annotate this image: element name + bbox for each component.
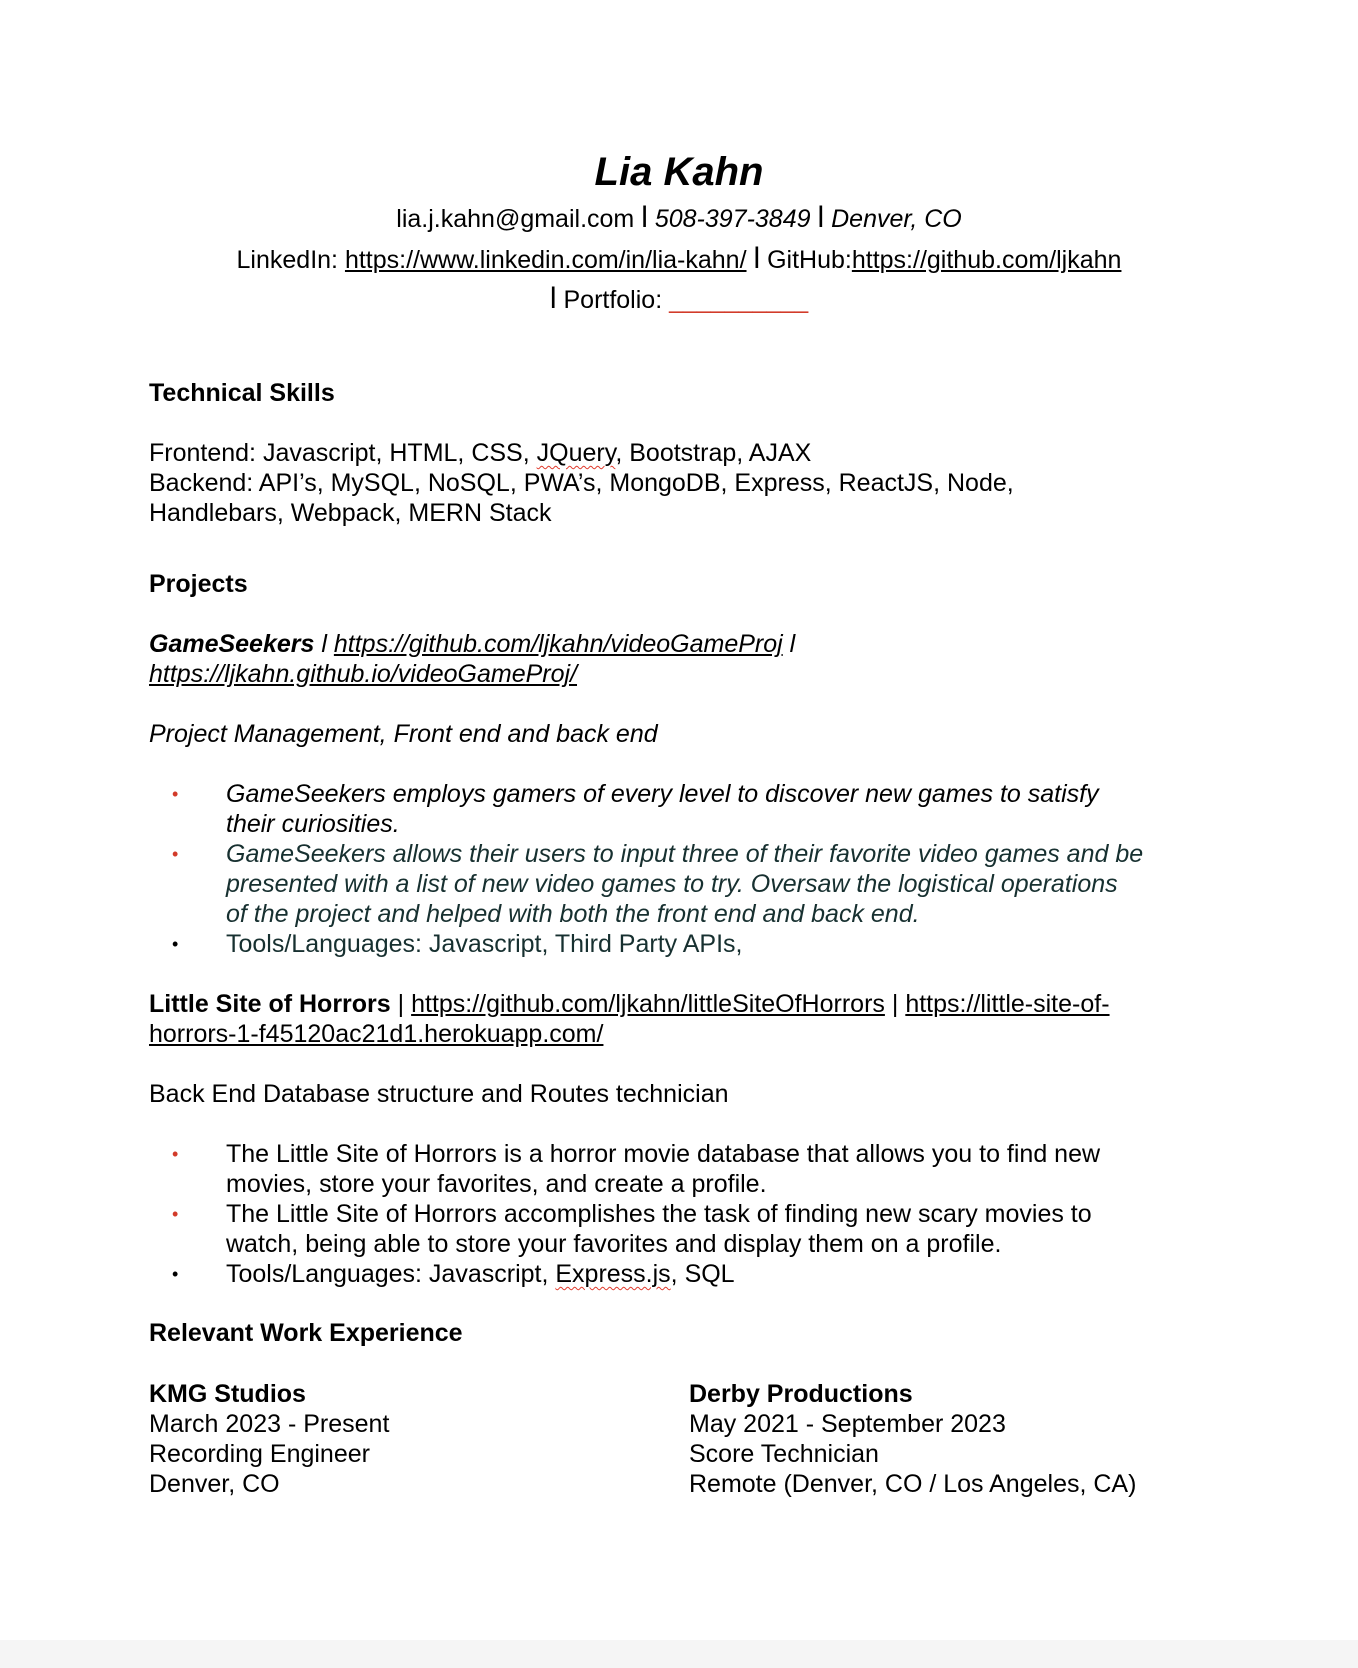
list-item-line: presented with a list of new video games to try. Oversaw the logistical operations — [226, 870, 1118, 898]
work-heading: Relevant Work Experience — [149, 1319, 463, 1347]
contact-line — [0, 203, 1358, 234]
separator: | — [891, 990, 899, 1018]
bullet-icon: • — [172, 934, 179, 954]
job-location: Remote (Denver, CO / Los Angeles, CA) — [689, 1470, 1137, 1498]
linkedin-link[interactable]: https://www.linkedin.com/in/lia-kahn/ — [344, 246, 747, 274]
portfolio-label: Portfolio: — [563, 286, 670, 314]
project-title: Little Site of Horrors — [149, 990, 391, 1018]
separator: l — [321, 630, 327, 658]
projects-heading: Projects — [149, 570, 248, 598]
list-item-line: their curiosities. — [226, 810, 400, 838]
project-live-link[interactable]: https://ljkahn.github.io/videoGameProj/ — [149, 660, 578, 688]
links-line — [0, 244, 1358, 275]
spellcheck-word: JQuery — [536, 439, 616, 467]
job-company: Derby Productions — [689, 1380, 913, 1408]
frontend-skills — [149, 438, 811, 468]
list-item-line: Tools/Languages: Javascript, Third Party APIs, — [226, 930, 743, 958]
location-text: Denver, CO — [831, 205, 962, 233]
portfolio-line — [0, 284, 1358, 315]
bullet-icon: • — [172, 844, 179, 864]
project-title: GameSeekers — [149, 630, 315, 658]
email-text: lia.j.kahn@gmail.com — [396, 205, 635, 233]
list-item-line: GameSeekers allows their users to input three of their favorite video games and be — [226, 840, 1144, 868]
project-role: Project Management, Front end and back end — [149, 720, 658, 748]
list-item-line: movies, store your favorites, and create a profile. — [226, 1170, 767, 1198]
portfolio-blank: __________ — [669, 286, 809, 314]
bullet-icon: • — [172, 1144, 179, 1164]
frontend-suffix: , Bootstrap, AJAX — [615, 439, 812, 467]
job-dates: May 2021 - September 2023 — [689, 1410, 1006, 1438]
github-label: GitHub: — [767, 246, 852, 274]
page-bottom-edge — [0, 1640, 1358, 1668]
job-company: KMG Studios — [149, 1380, 306, 1408]
separator: l — [549, 282, 557, 315]
project-live-link[interactable]: https://little-site-of- — [905, 990, 1110, 1018]
separator: l — [753, 242, 761, 275]
job-title: Score Technician — [689, 1440, 879, 1468]
list-item-line: of the project and helped with both the front end and back end. — [226, 900, 920, 928]
list-item-line: watch, being able to store your favorites and display them on a profile. — [226, 1230, 1002, 1258]
separator: l — [641, 201, 648, 234]
list-item-line: GameSeekers employs gamers of every level to discover new games to satisfy — [226, 780, 1099, 808]
project-role: Back End Database structure and Routes technician — [149, 1080, 729, 1108]
spellcheck-word: Express.js — [555, 1260, 671, 1288]
separator: l — [789, 630, 796, 658]
linkedin-label: LinkedIn: — [236, 246, 345, 274]
job-title: Recording Engineer — [149, 1440, 370, 1468]
tools-prefix: Tools/Languages: Javascript, — [226, 1260, 556, 1288]
separator: l — [817, 201, 825, 234]
tools-suffix: , SQL — [670, 1260, 735, 1288]
bullet-icon: • — [172, 1264, 179, 1284]
list-item-line: The Little Site of Horrors is a horror movie database that allows you to find new — [226, 1140, 1101, 1168]
backend-skills-line1: Backend: API’s, MySQL, NoSQL, PWA’s, MongoDB, Express, ReactJS, Node, — [149, 469, 1014, 497]
job-location: Denver, CO — [149, 1470, 280, 1498]
candidate-name: Lia Kahn — [594, 150, 764, 194]
project-title-line — [149, 989, 1110, 1019]
bullet-icon: • — [172, 1204, 179, 1224]
project-live-link-cont[interactable]: horrors-1-f45120ac21d1.herokuapp.com/ — [149, 1020, 604, 1048]
project-repo-link[interactable]: https://github.com/ljkahn/videoGameProj — [333, 630, 783, 658]
phone-text: 508-397-3849 — [654, 205, 811, 233]
separator: | — [397, 990, 405, 1018]
list-item-line: The Little Site of Horrors accomplishes the task of finding new scary movies to — [226, 1200, 1092, 1228]
frontend-prefix: Frontend: Javascript, HTML, CSS, — [149, 439, 537, 467]
skills-heading: Technical Skills — [149, 379, 335, 407]
bullet-icon: • — [172, 784, 179, 804]
project-title-line — [149, 629, 795, 659]
list-item-line — [226, 1259, 735, 1289]
backend-skills-line2: Handlebars, Webpack, MERN Stack — [149, 499, 552, 527]
github-link[interactable]: https://github.com/ljkahn — [851, 246, 1122, 274]
project-repo-link[interactable]: https://github.com/ljkahn/littleSiteOfHorrors — [411, 990, 885, 1018]
job-dates: March 2023 - Present — [149, 1410, 390, 1438]
